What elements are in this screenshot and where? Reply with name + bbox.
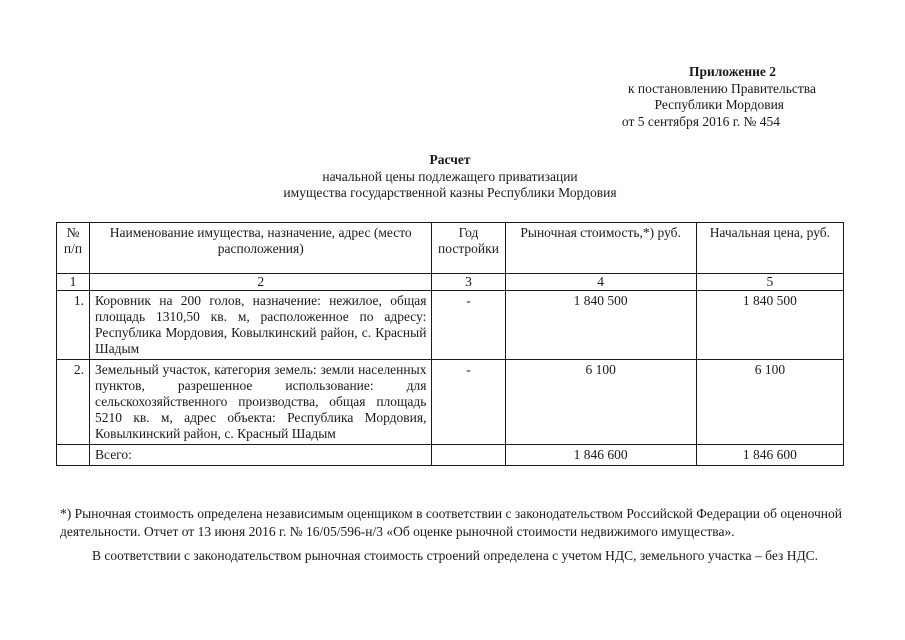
footnote-vat: В соответствии с законодательством рыночная стоимость строений определена с учетом НДС, земельного участка – без НДС. [92,548,819,563]
col-number: 5 [696,274,843,291]
header-start-price: Начальная цена, руб. [696,223,843,274]
heading-subtitle-2: имущества государственной казны Республики Мордовия [283,185,617,200]
appendix-title: Приложение 2 [688,64,776,79]
table-row [57,360,844,445]
header-year: Год постройки [432,223,505,274]
total-label: Всего: [90,445,432,466]
row-num: 2. [57,360,90,445]
column-numbers-row [57,274,844,291]
appendix-line-republic: Республики Мордовия [654,97,784,112]
col-number: 4 [505,274,696,291]
row-market-value: 1 840 500 [505,291,696,360]
row-start-price: 6 100 [696,360,843,445]
row-year: - [432,291,505,360]
footnote-market-value: *) Рыночная стоимость определена независимым оценщиком в соответствии с законодательством Российской Федерации об оценочной деятельности. Отчет от 13 июня 2016 г. № 16/05/596-н/3 «Об оценке рыночной стоимости недвижимого имущества». [60,506,842,539]
heading-subtitle-1: начальной цены подлежащего приватизации [322,168,578,184]
table-header-row [57,223,844,274]
total-num [57,445,90,466]
document-heading [150,152,750,202]
total-market-value: 1 846 600 [505,445,696,466]
total-year [432,445,505,466]
appendix-block [560,64,824,130]
total-row [57,445,844,466]
total-start-price: 1 846 600 [696,445,843,466]
col-number: 2 [90,274,432,291]
row-start-price: 1 840 500 [696,291,843,360]
heading-title: Расчет [429,152,471,167]
table-row [57,291,844,360]
footnote-block [60,505,842,565]
row-num: 1. [57,291,90,360]
col-number: 3 [432,274,505,291]
calculation-table [56,222,844,466]
col-number: 1 [57,274,90,291]
header-num: № п/п [57,223,90,274]
row-year: - [432,360,505,445]
appendix-line-resolution: к постановлению Правительства [627,80,816,96]
row-name: Коровник на 200 голов, назначение: нежилое, общая площадь 1310,50 кв. м, расположенное по адресу: Республика Мордовия, Ковылкинский район, с. Красный Шадым [90,291,432,360]
row-name: Земельный участок, категория земель: земли населенных пунктов, разрешенное использование: для сельскохозяйственного производства, общая площадь 5210 кв. м, адрес объекта: Республика Мордовия, Ковылкинский район, с. Красный Шадым [90,360,432,445]
row-market-value: 6 100 [505,360,696,445]
header-market-value: Рыночная стоимость,*) руб. [505,223,696,274]
appendix-line-date: от 5 сентября 2016 г. № 454 [621,113,780,129]
header-name: Наименование имущества, назначение, адрес (место расположения) [90,223,432,274]
